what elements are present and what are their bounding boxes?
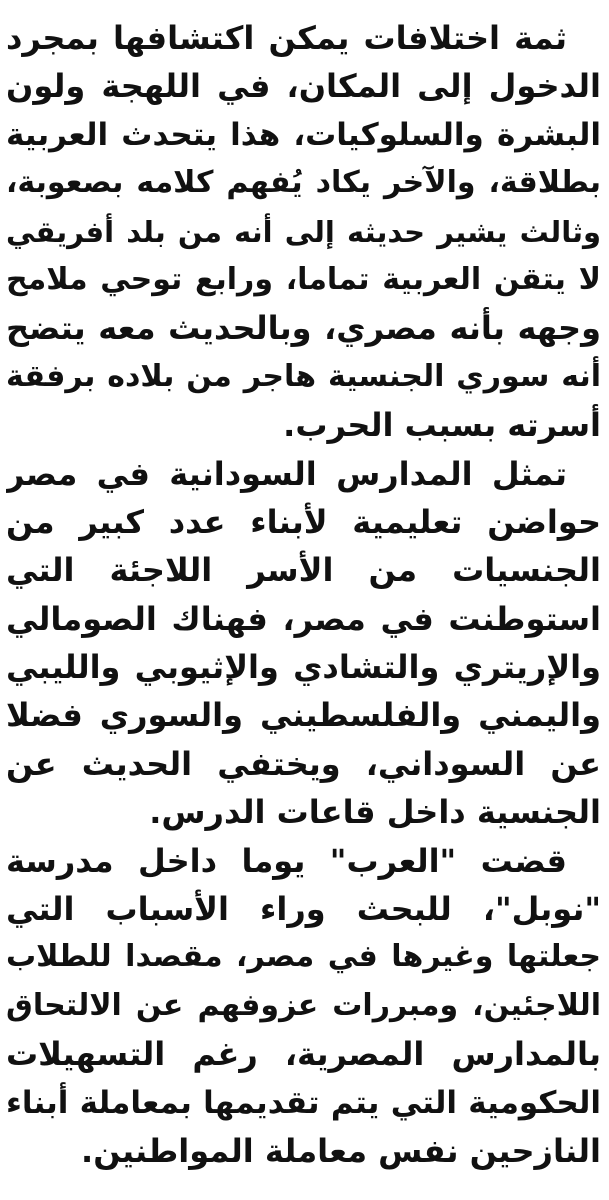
article-line: استوطنت في مصر، فهناك الصومالي [6, 599, 601, 638]
article-paragraph [6, 14, 601, 450]
article-line: "نوبل"، للبحث وراء الأسباب التي [6, 890, 601, 929]
article-line: النازحين نفس معاملة المواطنين. [81, 1131, 601, 1170]
article-column [6, 14, 601, 1175]
article-line: وثالث يشير حديثه إلى أنه من بلد أفريقي [6, 214, 601, 249]
article-line: لا يتقن العربية تماما، ورابع توحي ملامح [6, 261, 601, 297]
article-line: واليمني والفلسطيني والسوري فضلا [6, 696, 601, 735]
article-line: بطلاقة، والآخر يكاد يُفهم كلامه بصعوبة، [6, 165, 601, 201]
article-line: حواضن تعليمية لأبناء عدد كبير من [6, 502, 601, 541]
article-line: والإريتري والتشادي والإثيوبي والليبي [6, 648, 601, 687]
article-paragraph [6, 837, 601, 1176]
article-line: ثمة اختلافات يمكن اكتشافها بمجرد [6, 19, 567, 57]
article-line: اللاجئين، ومبررات عزوفهم عن الالتحاق [6, 987, 601, 1023]
article-line: أسرته بسبب الحرب. [283, 406, 601, 445]
article-line: بالمدارس المصرية، رغم التسهيلات [6, 1035, 601, 1074]
article-line: قضت "العرب" يوما داخل مدرسة [6, 841, 567, 880]
article-line: تمثل المدارس السودانية في مصر [6, 454, 567, 493]
article-line: الحكومية التي يتم تقديمها بمعاملة أبناء [6, 1084, 601, 1121]
article-line: الجنسيات من الأسر اللاجئة التي [6, 551, 601, 590]
article-line: الدخول إلى المكان، في اللهجة ولون [6, 67, 601, 106]
article-line: جعلتها وغيرها في مصر، مقصدا للطلاب [6, 939, 601, 975]
article-paragraph [6, 450, 601, 837]
cut-off-previous-line [0, 0, 609, 14]
article-line: عن السوداني، ويختفي الحديث عن [6, 744, 601, 783]
article-line: أنه سوري الجنسية هاجر من بلاده برفقة [6, 358, 601, 394]
article-line: الجنسية داخل قاعات الدرس. [149, 793, 601, 832]
article-line: وجهه بأنه مصري، وبالحديث معه يتضح [6, 309, 601, 348]
article-line: البشرة والسلوكيات، هذا يتحدث العربية [6, 116, 601, 153]
